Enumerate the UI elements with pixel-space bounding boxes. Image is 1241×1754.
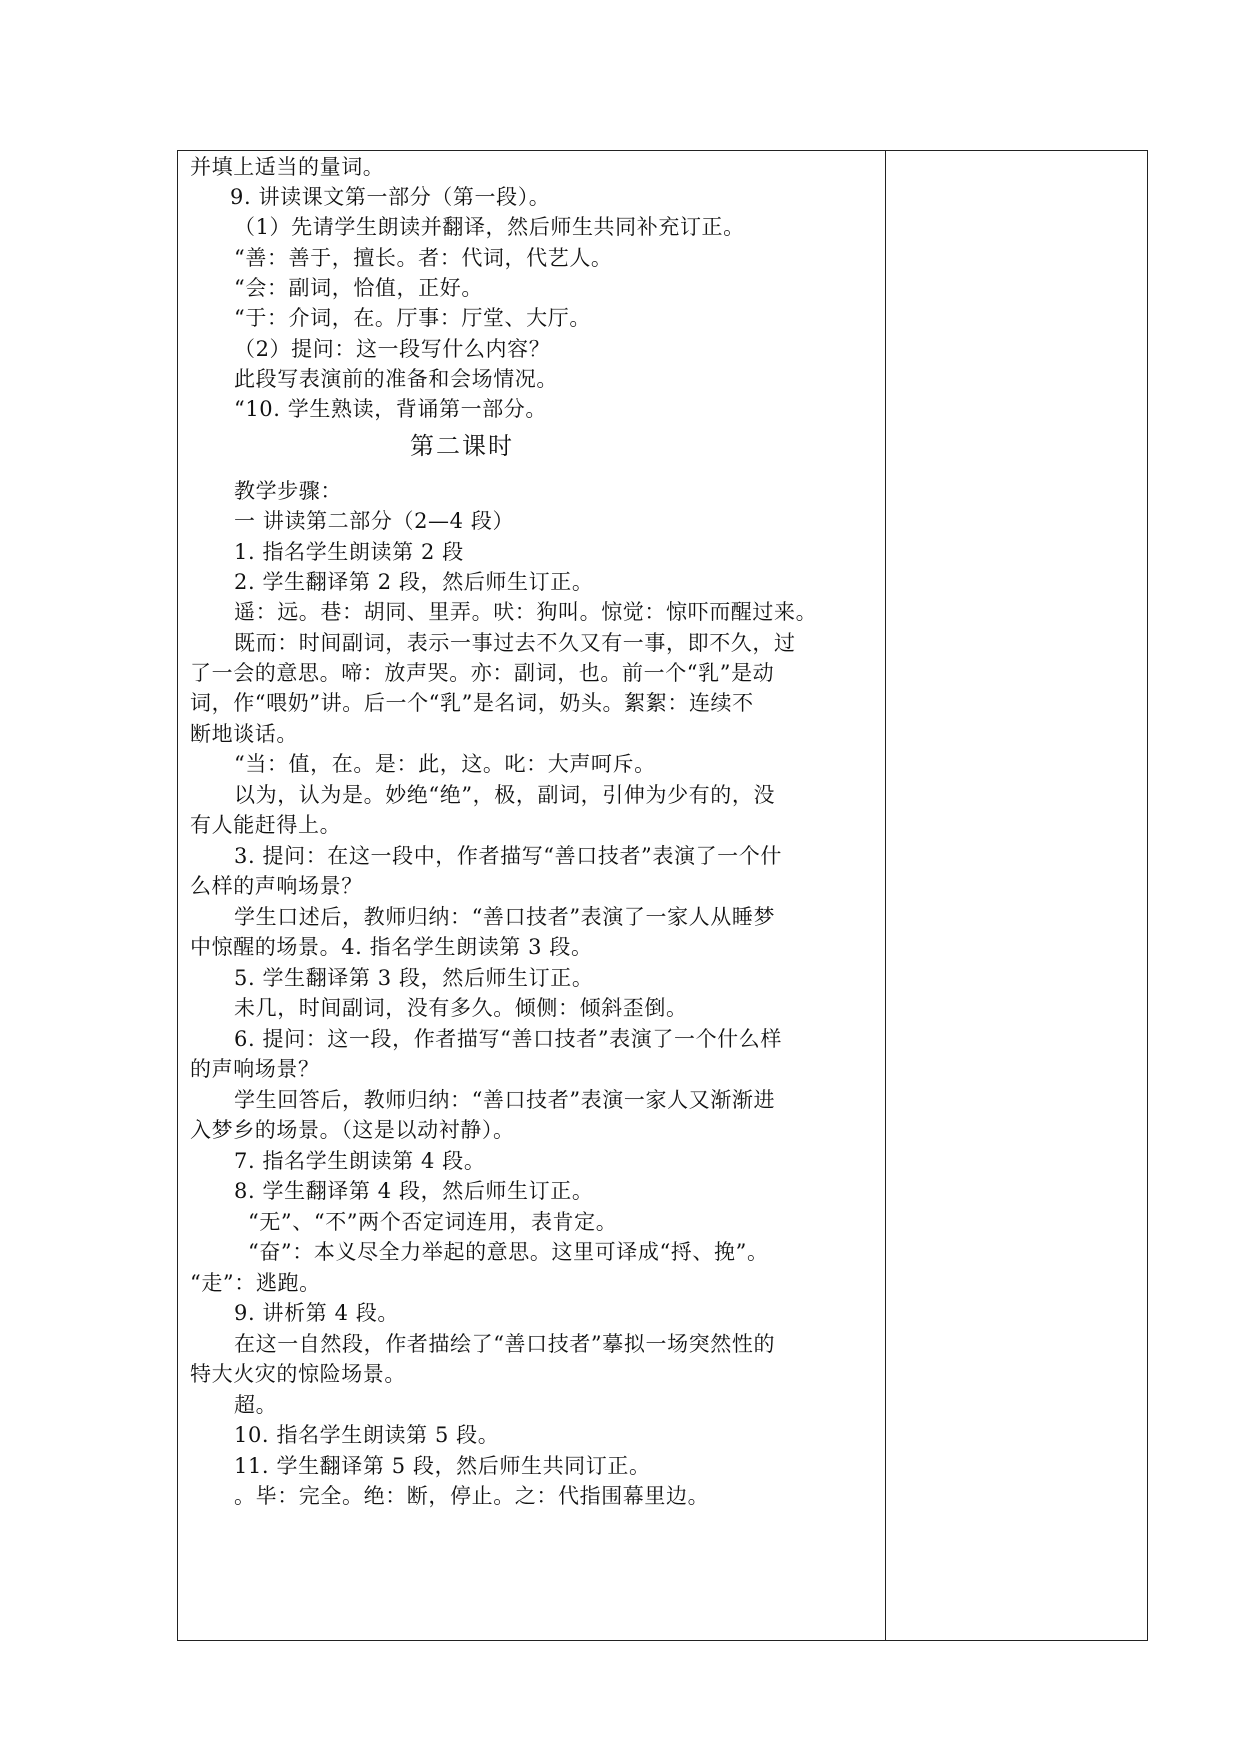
text-line: 中惊醒的场景。4. 指名学生朗读第 3 段。	[190, 935, 593, 959]
text-line: 。毕：完全。绝：断，停止。之：代指围幕里边。	[234, 1484, 710, 1508]
column-divider	[885, 151, 886, 1640]
text-line: 9. 讲读课文第一部分（第一段）。	[230, 185, 551, 209]
text-line: 2. 学生翻译第 2 段，然后师生订正。	[234, 570, 594, 594]
text-line: 超。	[234, 1393, 278, 1417]
text-line: 入梦乡的场景。（这是以动衬静）。	[190, 1118, 515, 1142]
text-line: 有人能赶得上。	[190, 813, 342, 837]
text-line: 既而：时间副词，表示一事过去不久又有一事，即不久，过	[234, 631, 796, 655]
text-line: “善：善于，擅长。者：代词，代艺人。	[234, 246, 613, 270]
text-line: “走”：逃跑。	[190, 1271, 321, 1295]
text-line: 5. 学生翻译第 3 段，然后师生订正。	[234, 966, 594, 990]
lesson-plan-table	[177, 150, 1148, 1641]
text-line: 8. 学生翻译第 4 段，然后师生订正。	[234, 1179, 594, 1203]
text-line: “会：副词，恰值，正好。	[234, 276, 483, 300]
text-line: 学生回答后，教师归纳：“善口技者”表演一家人又渐渐进	[234, 1088, 776, 1112]
text-line: 以为，认为是。妙绝“绝”，极，副词，引伸为少有的，没	[234, 783, 776, 807]
text-line: 9. 讲析第 4 段。	[234, 1301, 400, 1325]
text-line: 断地谈话。	[190, 722, 298, 746]
text-line: 未几，时间副词，没有多久。倾侧：倾斜歪倒。	[234, 996, 688, 1020]
text-line: 6. 提问：这一段，作者描写“善口技者”表演了一个什么样	[234, 1027, 782, 1051]
text-line: 一 讲读第二部分（2—4 段）	[234, 509, 515, 533]
text-line: 么样的声响场景？	[190, 874, 363, 898]
text-line: 教学步骤：	[234, 479, 342, 503]
text-line: “当：值，在。是：此，这。叱：大声呵斥。	[234, 752, 656, 776]
text-line: （1）先请学生朗读并翻译，然后师生共同补充订正。	[234, 215, 745, 239]
text-line: “无”、“不”两个否定词连用，表肯定。	[248, 1210, 618, 1234]
text-line: 遥：远。巷：胡同、里弄。吠：狗叫。惊觉：惊吓而醒过来。	[234, 600, 818, 624]
text-line: 11. 学生翻译第 5 段，然后师生共同订正。	[234, 1454, 651, 1478]
text-line: 学生口述后，教师归纳：“善口技者”表演了一家人从睡梦	[234, 905, 776, 929]
text-line: 并填上适当的量词。	[190, 155, 385, 179]
text-line: 7. 指名学生朗读第 4 段。	[234, 1149, 486, 1173]
text-line: 了一会的意思。啼：放声哭。亦：副词，也。前一个“乳”是动	[190, 661, 775, 685]
text-line: 的声响场景？	[190, 1057, 320, 1081]
text-line: “奋”：本义尽全力举起的意思。这里可译成“捋、挽”。	[248, 1240, 769, 1264]
text-line: （2）提问：这一段写什么内容？	[234, 337, 551, 361]
text-line: 1. 指名学生朗读第 2 段	[234, 540, 464, 564]
text-line: 3. 提问：在这一段中，作者描写“善口技者”表演了一个什	[234, 844, 782, 868]
section-heading: 第二课时	[410, 432, 514, 460]
text-line: “于：介词，在。厅事：厅堂、大厅。	[234, 306, 591, 330]
text-line: “10. 学生熟读，背诵第一部分。	[234, 397, 548, 421]
text-line: 特大火灾的惊险场景。	[190, 1362, 406, 1386]
text-line: 在这一自然段，作者描绘了“善口技者”摹拟一场突然性的	[234, 1332, 776, 1356]
text-line: 10. 指名学生朗读第 5 段。	[234, 1423, 500, 1447]
text-line: 此段写表演前的准备和会场情况。	[234, 367, 558, 391]
text-line: 词，作“喂奶”讲。后一个“乳”是名词，奶头。絮絮：连续不	[190, 691, 754, 715]
